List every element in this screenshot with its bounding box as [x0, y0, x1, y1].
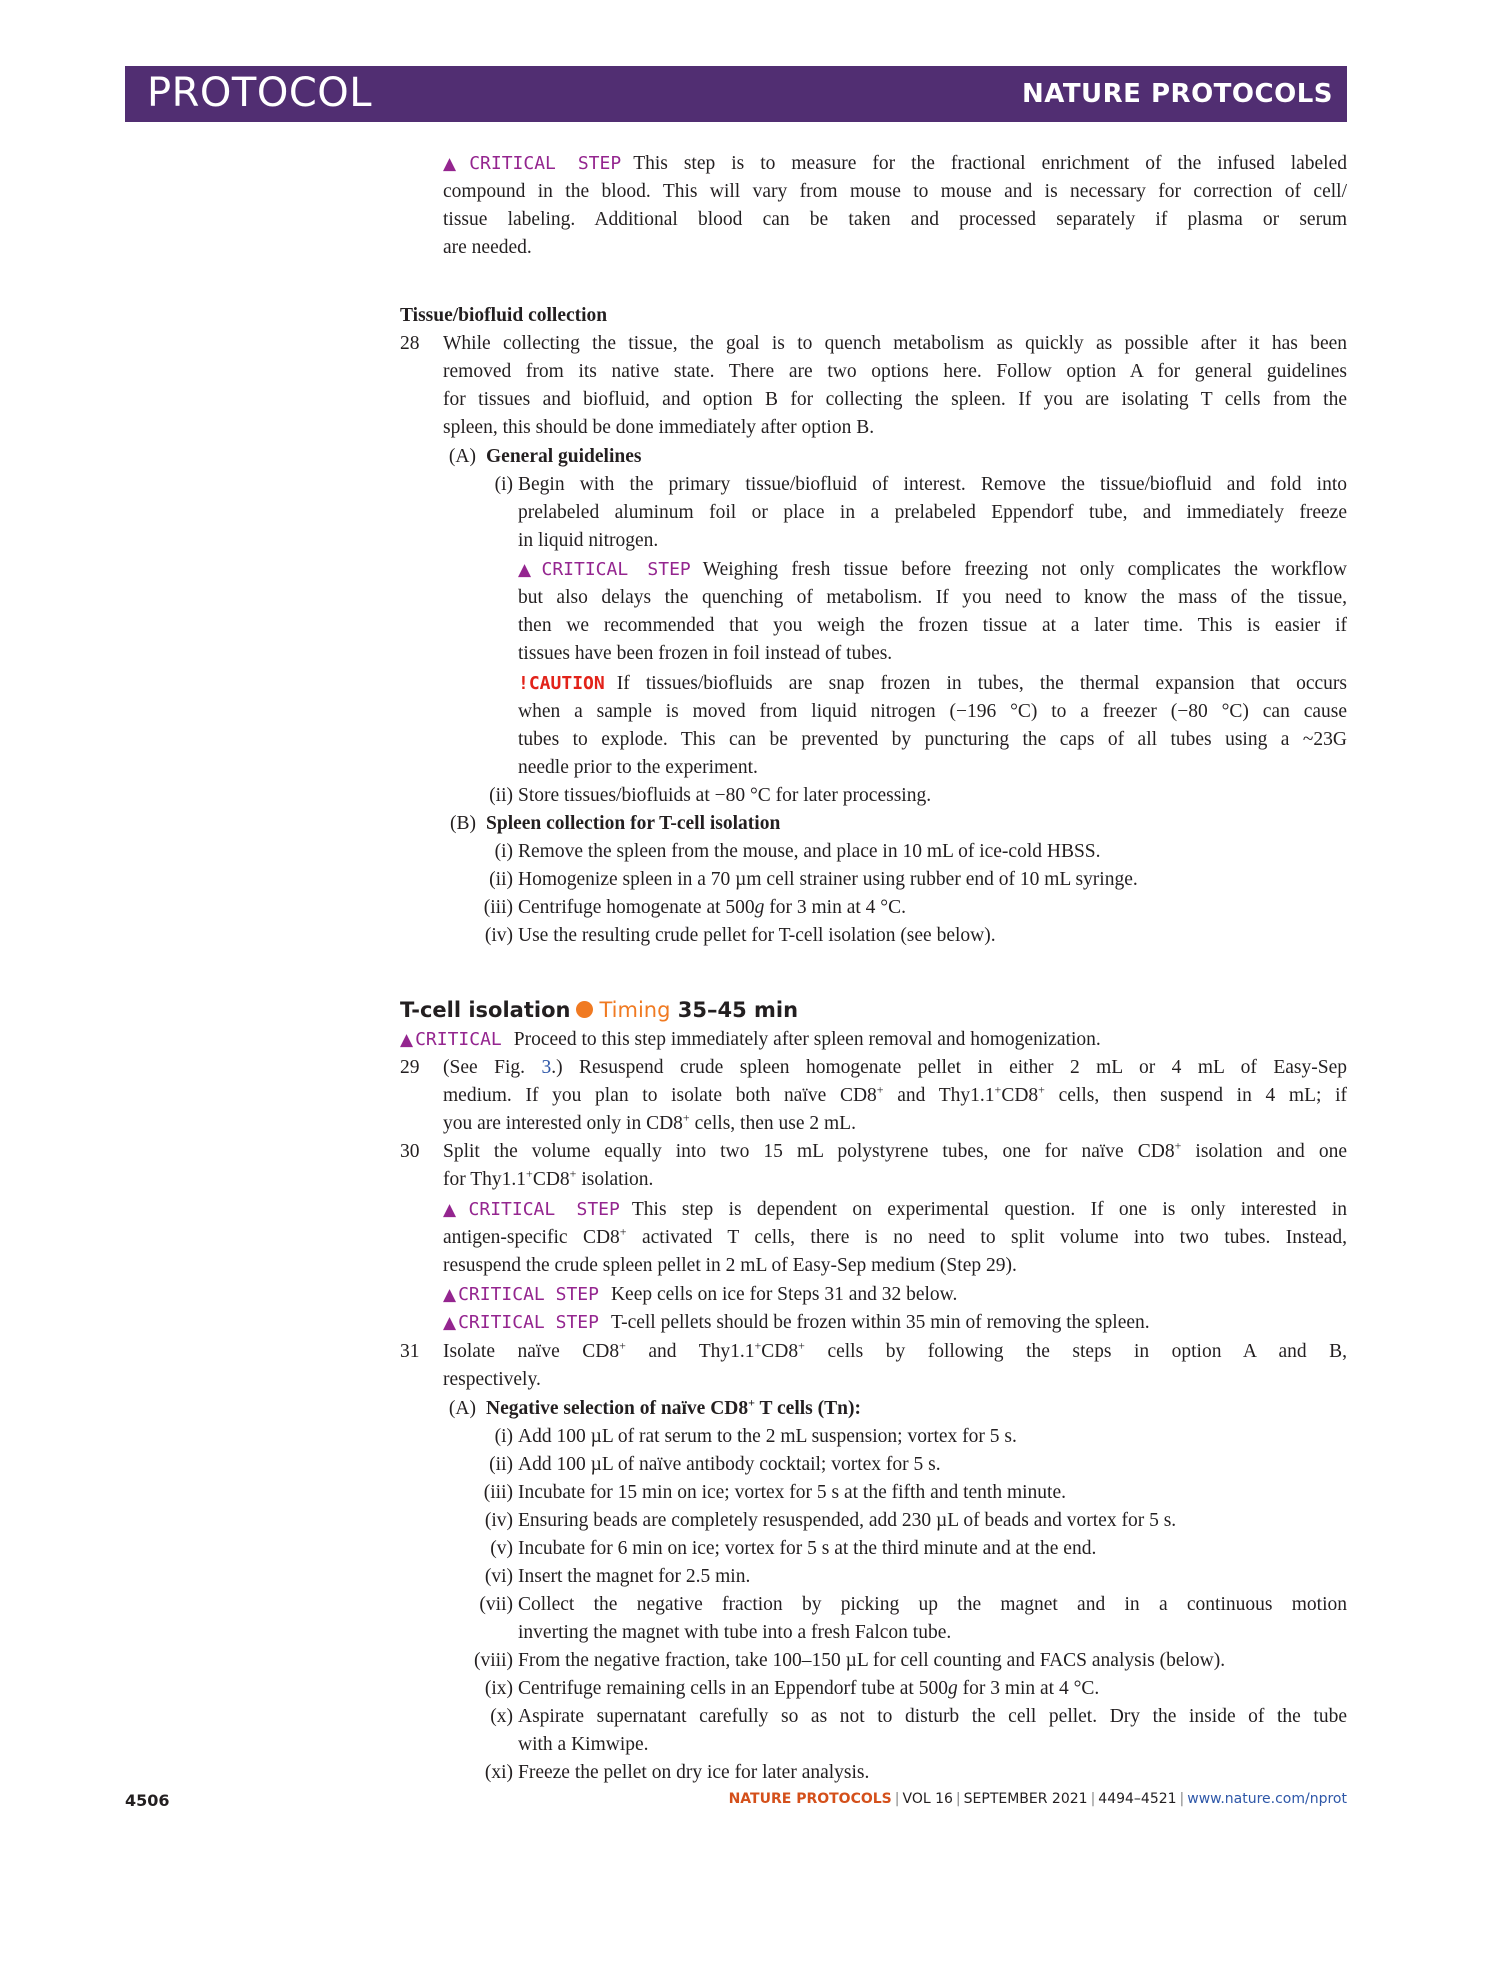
text-line: prelabeled aluminum foil or place in a prelabeled Eppendorf tube, and immediately freeze — [518, 502, 1347, 523]
text-line: when a sample is moved from liquid nitrogen (−196 °C) to a freezer (−80 °C) can cause — [518, 701, 1347, 722]
text-line: ▲ CRITICAL STEP T-cell pellets should be frozen within 35 min of removing the spleen. — [443, 1312, 1150, 1333]
timing-dot-icon — [576, 1001, 593, 1018]
item-label: (xi) — [484, 1762, 513, 1783]
item-label: (vii) — [479, 1594, 513, 1615]
text-line: !CAUTION If tissues/biofluids are snap frozen in tubes, the thermal expansion that occurs — [518, 673, 1347, 694]
item-label: (i) — [494, 474, 513, 495]
option-label: (B) — [450, 813, 476, 834]
step-number: 31 — [400, 1341, 420, 1362]
text-line: medium. If you plan to isolate both naïve CD8+ and Thy1.1+CD8+ cells, then suspend in 4 mL; if — [443, 1082, 1348, 1106]
journal-url-link[interactable]: www.nature.com/nprot — [1187, 1791, 1347, 1807]
section-heading: T-cell isolation Timing 35–45 min — [400, 998, 799, 1022]
text-line: Insert the magnet for 2.5 min. — [518, 1566, 751, 1587]
step-number: 29 — [400, 1057, 420, 1078]
critical-step-label: ▲ CRITICAL STEP — [443, 1284, 599, 1305]
text-line: From the negative fraction, take 100–150 µL for cell counting and FACS analysis (below). — [518, 1650, 1226, 1671]
text-line: inverting the magnet with tube into a fresh Falcon tube. — [518, 1622, 952, 1643]
text-line: removed from its native state. There are two options here. Follow option A for general guidelines — [443, 361, 1347, 382]
text-line: Remove the spleen from the mouse, and place in 10 mL of ice-cold HBSS. — [518, 841, 1101, 862]
text-line: ▲ CRITICAL STEP Weighing fresh tissue before freezing not only complicates the workflow — [518, 559, 1347, 580]
item-label: (iii) — [483, 1482, 513, 1503]
page-number: 4506 — [125, 1791, 170, 1810]
figure-link[interactable]: 3 — [541, 1057, 552, 1078]
text-line: tissues have been frozen in foil instead of tubes. — [518, 643, 893, 664]
option-title: Negative selection of naïve CD8+ T cells (Tn): — [486, 1395, 861, 1419]
text-line: resuspend the crude spleen pellet in 2 mL of Easy-Sep medium (Step 29). — [443, 1255, 1017, 1276]
text-line: respectively. — [443, 1369, 541, 1390]
item-label: (v) — [490, 1538, 513, 1559]
option-title: Spleen collection for T-cell isolation — [486, 813, 781, 834]
step-number: 30 — [400, 1141, 420, 1162]
item-label: (ii) — [489, 1454, 513, 1475]
text-line: Homogenize spleen in a 70 µm cell strainer using rubber end of 10 mL syringe. — [518, 869, 1138, 890]
text-line: Add 100 µL of naïve antibody cocktail; vortex for 5 s. — [518, 1454, 941, 1475]
footer-citation: NATURE PROTOCOLS | VOL 16 | SEPTEMBER 2021 | 4494–4521 | www.nature.com/nprot — [728, 1791, 1347, 1807]
critical-label: ▲ CRITICAL — [400, 1029, 502, 1050]
critical-step-label: ▲ CRITICAL STEP — [443, 153, 622, 174]
text-line: but also delays the quenching of metabolism. If you need to know the mass of the tissue, — [518, 587, 1347, 608]
item-label: (iv) — [484, 1510, 513, 1531]
text-line: ▲ CRITICAL STEP This step is to measure for the fractional enrichment of the infused labeled — [443, 153, 1347, 174]
text-line: Freeze the pellet on dry ice for later analysis. — [518, 1762, 870, 1783]
section-heading: Tissue/biofluid collection — [400, 305, 608, 326]
option-title: General guidelines — [486, 446, 642, 467]
journal-name: NATURE PROTOCOLS — [1021, 79, 1333, 109]
item-label: (iv) — [484, 925, 513, 946]
text-line: While collecting the tissue, the goal is to quench metabolism as quickly as possible after it has been — [443, 333, 1347, 354]
text-line: Store tissues/biofluids at −80 °C for later processing. — [518, 785, 932, 806]
item-label: (i) — [494, 1426, 513, 1447]
item-label: (ii) — [489, 785, 513, 806]
text-line: Ensuring beads are completely resuspended, add 230 µL of beads and vortex for 5 s. — [518, 1510, 1177, 1531]
text-line: Begin with the primary tissue/biofluid of interest. Remove the tissue/biofluid and fold into — [518, 474, 1347, 495]
text-line: spleen, this should be done immediately after option B. — [443, 417, 875, 438]
item-label: (ix) — [484, 1678, 513, 1699]
text-line: compound in the blood. This will vary from mouse to mouse and is necessary for correction of cell/ — [443, 181, 1347, 202]
text-line: Collect the negative fraction by picking up the magnet and in a continuous motion — [518, 1594, 1347, 1615]
text-line: ▲ CRITICAL STEP Keep cells on ice for Steps 31 and 32 below. — [443, 1284, 958, 1305]
text-line: Incubate for 6 min on ice; vortex for 5 s at the third minute and at the end. — [518, 1538, 1097, 1559]
text-line: Incubate for 15 min on ice; vortex for 5 s at the fifth and tenth minute. — [518, 1482, 1067, 1503]
critical-step-label: ▲ CRITICAL STEP — [518, 559, 691, 580]
text-line: Aspirate supernatant carefully so as not to disturb the cell pellet. Dry the inside of the tube — [518, 1706, 1347, 1727]
item-label: (x) — [490, 1706, 513, 1727]
text-line: tissue labeling. Additional blood can be taken and processed separately if plasma or serum — [443, 209, 1347, 230]
text-line: ▲ CRITICAL STEP This step is dependent on experimental question. If one is only interested in — [443, 1199, 1348, 1220]
text-line: Add 100 µL of rat serum to the 2 mL suspension; vortex for 5 s. — [518, 1426, 1017, 1447]
text-line: Use the resulting crude pellet for T-cell isolation (see below). — [518, 925, 996, 946]
text-line: are needed. — [443, 237, 532, 258]
step-number: 28 — [400, 333, 420, 354]
critical-step-label: ▲ CRITICAL STEP — [443, 1199, 620, 1220]
text-line: Centrifuge remaining cells in an Eppendorf tube at 500g for 3 min at 4 °C. — [518, 1678, 1100, 1699]
text-line: then we recommended that you weigh the frozen tissue at a later time. This is easier if — [518, 615, 1347, 636]
item-label: (i) — [494, 841, 513, 862]
critical-step-label: ▲ CRITICAL STEP — [443, 1312, 599, 1333]
item-label: (iii) — [483, 897, 513, 918]
text-line: for tissues and biofluid, and option B for collecting the spleen. If you are isolating T cells from the — [443, 389, 1347, 410]
text-line: you are interested only in CD8+ cells, then use 2 mL. — [443, 1110, 856, 1134]
text-line: Isolate naïve CD8+ and Thy1.1+CD8+ cells by following the steps in option A and B, — [443, 1338, 1348, 1362]
section-label: PROTOCOL — [147, 70, 373, 116]
text-line: (See Fig. 3.) Resuspend crude spleen homogenate pellet in either 2 mL or 4 mL of Easy-Sep — [443, 1057, 1347, 1078]
text-line: Split the volume equally into two 15 mL polystyrene tubes, one for naïve CD8+ isolation and one — [443, 1138, 1347, 1162]
option-label: (A) — [448, 446, 476, 467]
text-line: for Thy1.1+CD8+ isolation. — [443, 1166, 654, 1190]
text-line: with a Kimwipe. — [518, 1734, 649, 1755]
text-line: tubes to explode. This can be prevented by puncturing the caps of all tubes using a ~23G — [518, 729, 1347, 750]
item-label: (ii) — [489, 869, 513, 890]
text-line: in liquid nitrogen. — [518, 530, 659, 551]
caution-label: !CAUTION — [518, 673, 605, 694]
text-line: antigen-specific CD8+ activated T cells, there is no need to split volume into two tubes. Instead, — [443, 1224, 1347, 1248]
text-line: Centrifuge homogenate at 500g for 3 min at 4 °C. — [518, 897, 906, 918]
item-label: (vi) — [484, 1566, 513, 1587]
text-line: ▲ CRITICAL Proceed to this step immediately after spleen removal and homogenization. — [400, 1029, 1101, 1050]
text-line: needle prior to the experiment. — [518, 757, 758, 778]
item-label: (viii) — [474, 1650, 513, 1671]
option-label: (A) — [448, 1398, 476, 1419]
header-bar — [125, 66, 1347, 122]
